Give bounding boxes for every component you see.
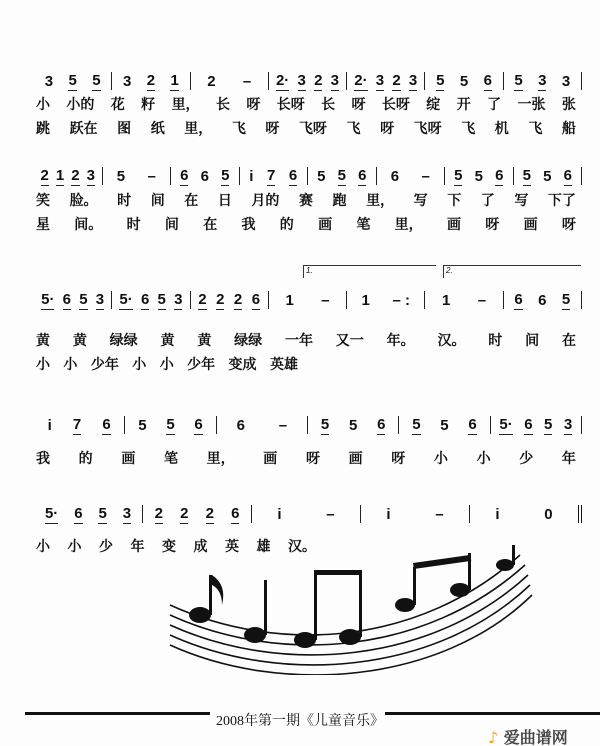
lyric-word: 小 <box>36 539 50 555</box>
measure <box>347 72 425 90</box>
lyric-word: 花 <box>110 97 125 113</box>
lyric-word: 籽 <box>141 97 156 113</box>
notation-row <box>34 503 582 525</box>
note: 5 <box>474 167 483 185</box>
lyric-word: 黄 <box>197 333 212 349</box>
lyric-word: 船 <box>561 121 576 137</box>
lyric-word: 呀 <box>246 97 261 113</box>
note: 5· <box>119 290 133 308</box>
measure <box>425 291 503 309</box>
watermark-text: 爱曲谱网 <box>503 728 568 746</box>
lyric-word: 笑 <box>36 193 50 209</box>
note: – <box>435 505 444 523</box>
measure <box>425 72 503 90</box>
note: 6 <box>524 415 533 433</box>
note: 5· <box>41 290 55 308</box>
lyric-line <box>36 214 576 234</box>
note: – <box>321 291 330 309</box>
note: 6 <box>140 290 150 308</box>
note: 3 <box>122 504 132 522</box>
lyric-word: 长呀 <box>276 97 305 113</box>
lyric-word: 英 <box>225 539 239 555</box>
lyric-word: 跳 <box>36 121 50 137</box>
lyric-word: 呀 <box>561 217 576 233</box>
note: 5 <box>320 415 330 433</box>
lyric-word: 成 <box>193 539 208 555</box>
note: – <box>326 505 335 523</box>
measure <box>217 416 308 434</box>
note: 5 <box>166 415 175 433</box>
lyric-line <box>36 190 576 210</box>
lyric-word: 我 <box>36 451 50 467</box>
note: – <box>477 291 487 309</box>
lyric-word: 汉。 <box>437 333 466 349</box>
lyric-word: 黄 <box>36 333 50 349</box>
note: 6 <box>251 290 261 308</box>
lyric-word: 在 <box>184 193 199 209</box>
measure <box>125 416 216 434</box>
lyric-word: 间 <box>164 217 179 233</box>
note: – : <box>392 291 411 309</box>
note: 3 <box>538 71 547 89</box>
lyric-word: 年。 <box>386 333 415 349</box>
notation-row <box>34 289 582 311</box>
lyric-word: 了 <box>480 193 495 209</box>
lyric-line <box>36 448 576 468</box>
measure <box>470 505 582 523</box>
note: 5 <box>561 290 571 308</box>
measure <box>252 505 361 523</box>
note: 5 <box>543 167 552 185</box>
measure <box>445 167 514 185</box>
lyric-word: 小 <box>476 451 491 467</box>
note: 3 <box>86 166 95 184</box>
note: 5 <box>79 290 88 308</box>
lyric-word: 间 <box>150 193 165 209</box>
lyric-word: 小的 <box>66 97 95 113</box>
note: 6 <box>563 166 572 184</box>
lyric-word: 在 <box>561 333 576 349</box>
lyric-word: 开 <box>456 97 471 113</box>
lyric-word: 图 <box>117 121 132 137</box>
lyric-word: 呀 <box>305 451 320 467</box>
note: 3 <box>408 71 418 89</box>
lyric-word: 变成 <box>228 357 257 373</box>
lyric-word: 日 <box>217 193 232 209</box>
note: 3 <box>330 71 339 89</box>
note: 6 <box>194 415 203 433</box>
note: 1 <box>361 291 370 309</box>
lyric-word: 飞 <box>231 121 246 137</box>
lyric-word: 小 <box>433 451 448 467</box>
measure <box>103 167 172 185</box>
note: – <box>147 167 156 185</box>
lyric-word: 呀 <box>351 97 366 113</box>
lyric-word: 写 <box>413 193 428 209</box>
measure <box>377 167 446 185</box>
lyric-word: 画 <box>318 217 333 233</box>
measure <box>34 291 112 309</box>
note: 5 <box>92 71 101 89</box>
note: 2 <box>146 71 156 89</box>
note: 5 <box>514 71 523 89</box>
measure <box>269 72 347 90</box>
note: 6 <box>538 291 547 309</box>
note: 5· <box>499 415 513 433</box>
note: 2 <box>205 504 214 522</box>
note: 6 <box>74 504 83 522</box>
note: 6 <box>200 167 209 185</box>
lyric-word: 跑 <box>332 193 347 209</box>
lyric-line <box>36 354 298 374</box>
lyric-word: 下 <box>447 193 462 209</box>
lyric-word: 时 <box>488 333 503 349</box>
lyric-word: 飞 <box>528 121 543 137</box>
note: 6 <box>288 166 298 184</box>
measure <box>34 416 125 434</box>
lyric-line <box>36 330 576 350</box>
measure <box>399 416 490 434</box>
volta-bracket: 2. <box>443 265 581 278</box>
note: 2 <box>207 72 216 90</box>
lyric-word: 笔 <box>163 451 178 467</box>
measure <box>34 167 103 185</box>
note: 5 <box>157 290 166 308</box>
measure <box>240 167 309 185</box>
note: 6 <box>495 166 504 184</box>
lyric-word: 飞 <box>461 121 476 137</box>
note: 5 <box>317 167 326 185</box>
lyric-word: 小 <box>36 357 50 373</box>
note: 3 <box>95 290 105 308</box>
note: 6 <box>377 415 386 433</box>
note: 0 <box>544 505 553 523</box>
lyric-word: 呀 <box>391 451 406 467</box>
note: 2 <box>216 290 225 308</box>
lyric-word: 跃在 <box>69 121 98 137</box>
lyric-word: 一年 <box>284 333 313 349</box>
measure <box>504 72 582 90</box>
lyric-word: 雄 <box>256 539 271 555</box>
notation-row <box>34 414 582 436</box>
lyric-word: 少年 <box>187 357 216 373</box>
lyric-word: 机 <box>494 121 509 137</box>
measure <box>347 291 425 309</box>
measure <box>361 505 470 523</box>
note: – <box>421 167 430 185</box>
lyric-word: 脸。 <box>69 193 98 209</box>
note: 1 <box>285 291 294 309</box>
lyric-word: 笔 <box>356 217 371 233</box>
note: i <box>495 505 500 523</box>
note: 3 <box>375 71 385 89</box>
lyric-word: 纸 <box>150 121 165 137</box>
note: 2· <box>354 71 368 89</box>
measure <box>491 416 582 434</box>
note: 7 <box>72 415 82 433</box>
lyric-word: 星 <box>36 217 50 233</box>
lyric-word: 小 <box>159 357 174 373</box>
measure <box>308 416 399 434</box>
measure <box>191 291 269 309</box>
lyric-word: 一张 <box>517 97 546 113</box>
lyric-word: 张 <box>561 97 576 113</box>
note: 3 <box>561 72 571 90</box>
lyric-word: 下了 <box>547 193 576 209</box>
note: 1 <box>55 166 65 184</box>
note: 3 <box>563 415 573 433</box>
note: 2· <box>275 71 290 89</box>
note: 3 <box>174 290 183 308</box>
lyric-word: 里， <box>366 193 395 209</box>
note: 6 <box>62 290 72 308</box>
note: 5 <box>459 72 469 90</box>
lyric-word: 飞呀 <box>413 121 442 137</box>
note: 2 <box>71 166 80 184</box>
measure <box>34 505 143 523</box>
lyric-word: 时 <box>117 193 132 209</box>
note: 5 <box>436 71 445 89</box>
measure <box>112 72 190 90</box>
lyric-word: 少 <box>519 451 534 467</box>
note: 3 <box>122 72 132 90</box>
lyric-word: 里， <box>206 451 235 467</box>
lyric-word: 绿绿 <box>234 333 263 349</box>
note: 2 <box>392 71 401 89</box>
note: 5 <box>348 416 358 434</box>
note: 5 <box>68 71 77 89</box>
lyric-line <box>36 118 576 138</box>
measure <box>112 291 190 309</box>
measure <box>504 291 582 309</box>
notation-row <box>34 165 582 187</box>
note: 6 <box>390 167 400 185</box>
note: 2 <box>40 166 49 184</box>
note: i <box>249 167 254 185</box>
note: 6 <box>180 166 189 184</box>
measure <box>171 167 240 185</box>
note: 1 <box>442 291 451 309</box>
music-notes-illustration <box>160 545 540 675</box>
lyric-word: 汉。 <box>288 539 316 555</box>
note: – <box>242 72 252 90</box>
lyric-word: 变 <box>162 539 176 555</box>
lyric-word: 小 <box>36 97 50 113</box>
lyric-word: 呀 <box>485 217 500 233</box>
lyric-word: 的 <box>279 217 294 233</box>
lyric-word: 赛 <box>298 193 313 209</box>
lyric-word: 黄 <box>72 333 87 349</box>
publication-footer: 2008年第一期《儿童音乐》 <box>216 714 384 729</box>
measure <box>514 167 583 185</box>
lyric-word: 年 <box>130 539 145 555</box>
lyric-word: 月的 <box>251 193 280 209</box>
note: i <box>277 505 282 523</box>
note: 2 <box>154 504 163 522</box>
note: 6 <box>102 415 111 433</box>
lyric-word: 里， <box>184 121 213 137</box>
note: 3 <box>297 71 306 89</box>
note: 5 <box>116 167 126 185</box>
lyric-word: 英雄 <box>269 357 298 373</box>
note: 2 <box>314 71 323 89</box>
lyric-word: 画 <box>121 451 136 467</box>
volta-bracket: 1. <box>303 265 436 278</box>
lyric-word: 长 <box>321 97 336 113</box>
note: 6 <box>358 166 367 184</box>
note: 5 <box>412 415 421 433</box>
note: 5 <box>337 166 346 184</box>
measure <box>34 72 112 90</box>
note: 2 <box>198 290 207 308</box>
note: 2 <box>180 504 189 522</box>
note: 6 <box>468 415 477 433</box>
lyric-word: 间 <box>525 333 540 349</box>
lyric-word: 飞呀 <box>298 121 327 137</box>
lyric-word: 绿绿 <box>109 333 138 349</box>
lyric-word: 写 <box>514 193 529 209</box>
lyric-word: 黄 <box>160 333 175 349</box>
lyric-word: 小 <box>63 357 78 373</box>
note: 6 <box>514 290 523 308</box>
lyric-word: 长 <box>215 97 230 113</box>
note: 5 <box>138 416 147 434</box>
measure <box>191 72 269 90</box>
note: 5 <box>221 166 230 184</box>
watermark-logo: ♪ 爱曲谱网 <box>488 728 568 746</box>
note: 3 <box>44 72 54 90</box>
note: 5 <box>454 166 463 184</box>
lyric-word: 画 <box>348 451 363 467</box>
note: 1 <box>170 71 179 89</box>
lyric-word: 间。 <box>74 217 103 233</box>
lyric-word: 我 <box>241 217 256 233</box>
note: 6 <box>483 71 492 89</box>
lyric-word: 绽 <box>426 97 441 113</box>
note: 7 <box>266 166 276 184</box>
lyric-word: 小 <box>132 357 147 373</box>
lyric-word: 长呀 <box>381 97 410 113</box>
note: – <box>278 416 288 434</box>
notation-row <box>34 70 582 92</box>
lyric-word: 年 <box>561 451 576 467</box>
lyric-word: 又一 <box>335 333 364 349</box>
lyric-word: 的 <box>78 451 93 467</box>
lyric-word: 里， <box>394 217 423 233</box>
note: 6 <box>236 416 245 434</box>
lyric-word: 了 <box>487 97 502 113</box>
lyric-word: 画 <box>263 451 278 467</box>
measure <box>143 505 252 523</box>
lyric-word: 时 <box>126 217 141 233</box>
note: i <box>47 416 52 434</box>
measure <box>269 291 347 309</box>
note: 5 <box>440 416 449 434</box>
note: 5 <box>98 504 107 522</box>
lyric-word: 呀 <box>380 121 395 137</box>
note: i <box>386 505 391 523</box>
note: 2 <box>233 290 243 308</box>
measure <box>308 167 377 185</box>
lyric-word: 小 <box>67 539 82 555</box>
lyric-line <box>36 94 576 114</box>
note: 5· <box>44 504 59 522</box>
lyric-word: 飞 <box>346 121 361 137</box>
lyric-word: 画 <box>523 217 538 233</box>
lyric-word: 里， <box>171 97 200 113</box>
lyric-word: 呀 <box>265 121 280 137</box>
lyric-word: 少年 <box>90 357 119 373</box>
lyric-word: 少 <box>99 539 113 555</box>
note: 5 <box>544 415 553 433</box>
lyric-word: 在 <box>203 217 218 233</box>
note: 5 <box>522 166 531 184</box>
lyric-word: 画 <box>446 217 461 233</box>
note: 6 <box>231 504 240 522</box>
